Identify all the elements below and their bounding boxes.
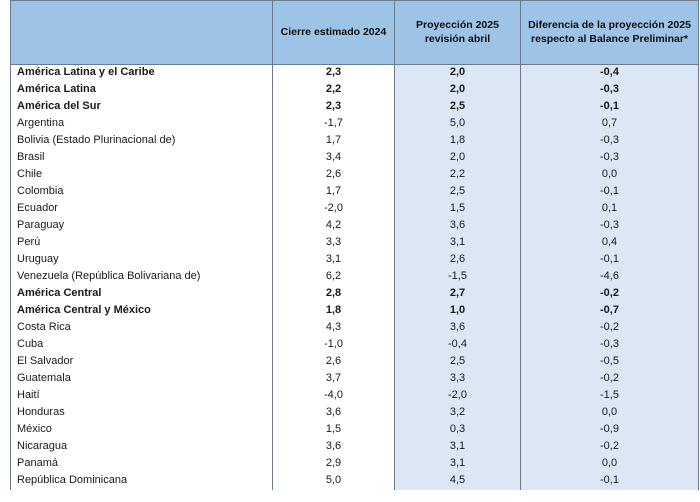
cell-diferencia: -0,2 [521, 286, 699, 303]
table-row [11, 388, 699, 405]
row-label: México [11, 422, 273, 439]
cell-cierre-2024: 2,2 [273, 82, 395, 99]
row-label: Ecuador [11, 201, 273, 218]
table-row [11, 456, 699, 473]
table-row [11, 252, 699, 269]
cell-proyeccion-2025: 5,0 [395, 116, 521, 133]
cell-diferencia: 0,7 [521, 116, 699, 133]
table-header [11, 1, 699, 65]
table-row [11, 320, 699, 337]
cell-proyeccion-2025: 2,0 [395, 82, 521, 99]
table-body [11, 65, 699, 490]
table-row [11, 65, 699, 82]
cell-cierre-2024: 1,7 [273, 184, 395, 201]
column-header-diferencia-proyeccion: Diferencia de la proyección 2025 respecto al Balance Preliminar* [521, 1, 699, 65]
column-header-proyeccion-2025-revision-abril: Proyección 2025 revisión abril [395, 1, 521, 65]
cell-cierre-2024: 5,0 [273, 473, 395, 490]
cell-cierre-2024: 4,2 [273, 218, 395, 235]
cell-cierre-2024: 1,7 [273, 133, 395, 150]
cell-proyeccion-2025: 1,0 [395, 303, 521, 320]
economic-projections-table [10, 0, 699, 490]
table-row [11, 167, 699, 184]
cell-diferencia: -0,5 [521, 354, 699, 371]
cell-diferencia: -0,1 [521, 99, 699, 116]
cell-diferencia: 0,0 [521, 405, 699, 422]
row-label: Uruguay [11, 252, 273, 269]
table-row [11, 371, 699, 388]
row-label: Guatemala [11, 371, 273, 388]
cell-proyeccion-2025: 4,5 [395, 473, 521, 490]
cell-diferencia: -0,2 [521, 320, 699, 337]
table-row [11, 473, 699, 490]
table-row [11, 133, 699, 150]
cell-cierre-2024: 2,9 [273, 456, 395, 473]
cell-cierre-2024: 3,1 [273, 252, 395, 269]
row-label: Perú [11, 235, 273, 252]
cell-cierre-2024: 3,6 [273, 439, 395, 456]
cell-proyeccion-2025: -2,0 [395, 388, 521, 405]
cell-proyeccion-2025: 3,3 [395, 371, 521, 388]
cell-diferencia: -0,1 [521, 184, 699, 201]
cell-diferencia: -1,5 [521, 388, 699, 405]
cell-diferencia: -0,2 [521, 439, 699, 456]
row-label: Nicaragua [11, 439, 273, 456]
cell-proyeccion-2025: 3,6 [395, 320, 521, 337]
cell-diferencia: -0,3 [521, 218, 699, 235]
cell-cierre-2024: 3,6 [273, 405, 395, 422]
column-header-cierre-estimado-2024: Cierre estimado 2024 [273, 1, 395, 65]
row-label: Honduras [11, 405, 273, 422]
cell-proyeccion-2025: 1,8 [395, 133, 521, 150]
cell-cierre-2024: -2,0 [273, 201, 395, 218]
table-row [11, 201, 699, 218]
row-label: Argentina [11, 116, 273, 133]
cell-proyeccion-2025: 1,5 [395, 201, 521, 218]
cell-proyeccion-2025: 3,1 [395, 439, 521, 456]
cell-proyeccion-2025: 2,0 [395, 150, 521, 167]
cell-cierre-2024: -4,0 [273, 388, 395, 405]
cell-cierre-2024: 3,4 [273, 150, 395, 167]
table-row [11, 439, 699, 456]
cell-proyeccion-2025: 3,6 [395, 218, 521, 235]
cell-diferencia: -0,1 [521, 252, 699, 269]
row-label: República Dominicana [11, 473, 273, 490]
table-row [11, 235, 699, 252]
row-label: Bolivia (Estado Plurinacional de) [11, 133, 273, 150]
cell-cierre-2024: 2,6 [273, 167, 395, 184]
cell-diferencia: -4,6 [521, 269, 699, 286]
table-row [11, 218, 699, 235]
row-label: América del Sur [11, 99, 273, 116]
cell-diferencia: -0,9 [521, 422, 699, 439]
table-row [11, 99, 699, 116]
table-row [11, 337, 699, 354]
cell-cierre-2024: 1,8 [273, 303, 395, 320]
table-row [11, 303, 699, 320]
cell-proyeccion-2025: 2,5 [395, 99, 521, 116]
cell-cierre-2024: -1,7 [273, 116, 395, 133]
table-row [11, 422, 699, 439]
table-row [11, 269, 699, 286]
cell-proyeccion-2025: 3,1 [395, 235, 521, 252]
cell-cierre-2024: 2,3 [273, 65, 395, 82]
table-row [11, 184, 699, 201]
row-label: Venezuela (República Bolivariana de) [11, 269, 273, 286]
cell-diferencia: 0,0 [521, 456, 699, 473]
cell-cierre-2024: 6,2 [273, 269, 395, 286]
cell-diferencia: 0,4 [521, 235, 699, 252]
cell-diferencia: -0,1 [521, 473, 699, 490]
cell-proyeccion-2025: 3,2 [395, 405, 521, 422]
cell-proyeccion-2025: -1,5 [395, 269, 521, 286]
row-label: Chile [11, 167, 273, 184]
row-label: América Latina y el Caribe [11, 65, 273, 82]
column-header-country [11, 1, 273, 65]
cell-diferencia: -0,3 [521, 133, 699, 150]
cell-diferencia: -0,3 [521, 150, 699, 167]
table-row [11, 82, 699, 99]
cell-proyeccion-2025: 2,2 [395, 167, 521, 184]
row-label: Paraguay [11, 218, 273, 235]
row-label: Panamá [11, 456, 273, 473]
row-label: Costa Rica [11, 320, 273, 337]
cell-diferencia: -0,2 [521, 371, 699, 388]
cell-cierre-2024: 4,3 [273, 320, 395, 337]
row-label: Brasil [11, 150, 273, 167]
table-row [11, 286, 699, 303]
cell-diferencia: -0,3 [521, 82, 699, 99]
row-label: América Latina [11, 82, 273, 99]
cell-cierre-2024: -1,0 [273, 337, 395, 354]
cell-proyeccion-2025: 2,0 [395, 65, 521, 82]
table-row [11, 150, 699, 167]
row-label: Cuba [11, 337, 273, 354]
cell-cierre-2024: 2,8 [273, 286, 395, 303]
cell-diferencia: -0,4 [521, 65, 699, 82]
row-label: El Salvador [11, 354, 273, 371]
row-label: América Central [11, 286, 273, 303]
cell-diferencia: -0,3 [521, 337, 699, 354]
cell-cierre-2024: 1,5 [273, 422, 395, 439]
cell-cierre-2024: 3,7 [273, 371, 395, 388]
cell-proyeccion-2025: 2,6 [395, 252, 521, 269]
table-row [11, 116, 699, 133]
cell-cierre-2024: 2,3 [273, 99, 395, 116]
cell-diferencia: 0,0 [521, 167, 699, 184]
header-row [11, 1, 699, 65]
table-row [11, 354, 699, 371]
cell-proyeccion-2025: 2,5 [395, 354, 521, 371]
cell-cierre-2024: 2,6 [273, 354, 395, 371]
table-row [11, 405, 699, 422]
cell-cierre-2024: 3,3 [273, 235, 395, 252]
cell-diferencia: -0,7 [521, 303, 699, 320]
cell-proyeccion-2025: 2,5 [395, 184, 521, 201]
cell-proyeccion-2025: 2,7 [395, 286, 521, 303]
row-label: Haití [11, 388, 273, 405]
cell-proyeccion-2025: 3,1 [395, 456, 521, 473]
row-label: Colombia [11, 184, 273, 201]
cell-diferencia: 0,1 [521, 201, 699, 218]
cell-proyeccion-2025: 0,3 [395, 422, 521, 439]
cell-proyeccion-2025: -0,4 [395, 337, 521, 354]
row-label: América Central y México [11, 303, 273, 320]
